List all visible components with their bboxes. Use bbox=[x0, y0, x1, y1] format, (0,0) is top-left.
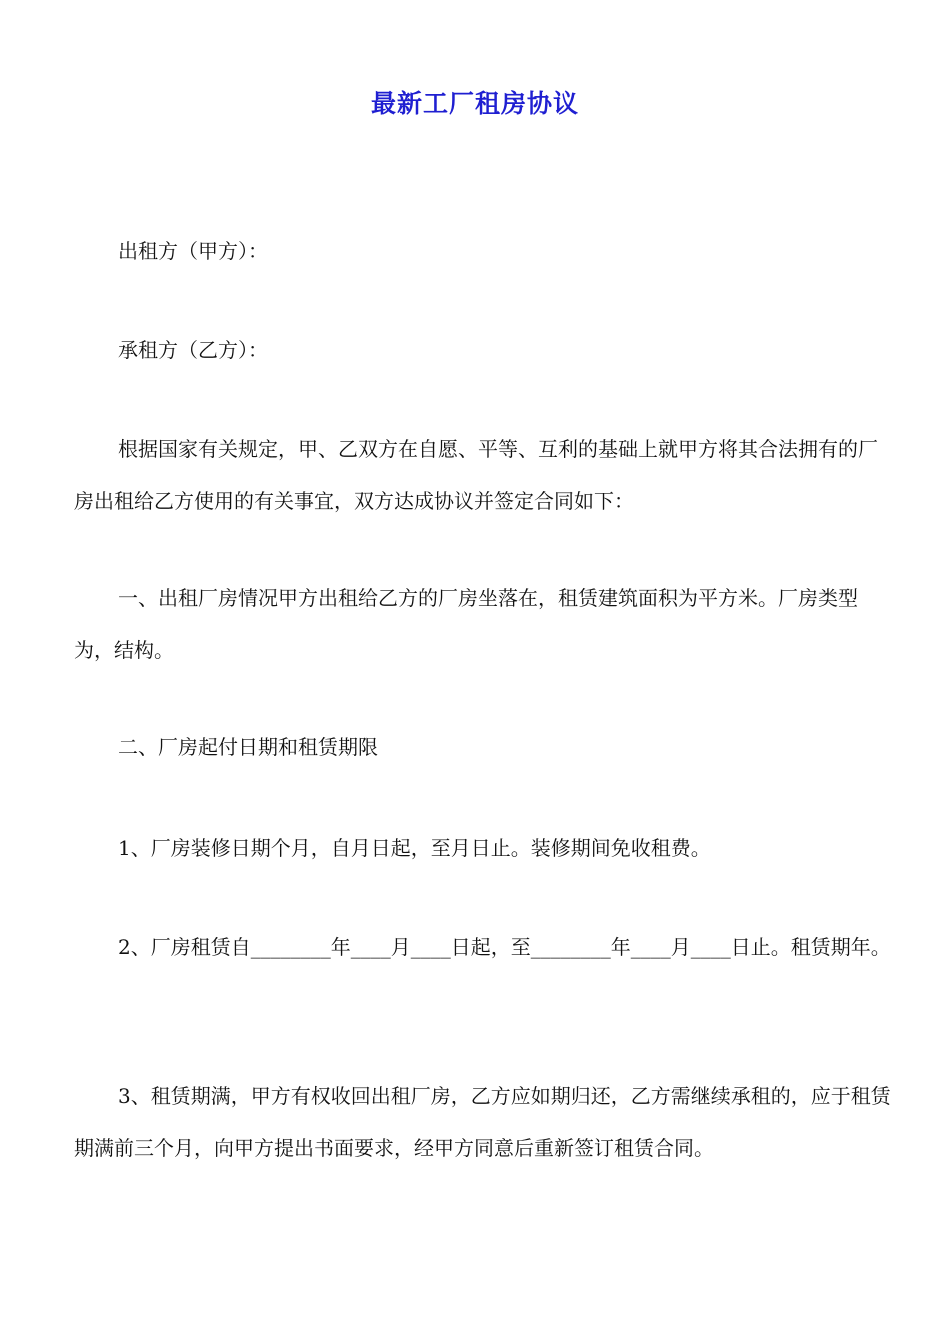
section-2-heading: 二、厂房起付日期和租赁期限 bbox=[118, 735, 378, 759]
clause-1-paragraph: 1、厂房装修日期个月，自月日起，至月日止。装修期间免收租费。 bbox=[118, 836, 711, 860]
section-1-paragraph: 一、出租厂房情况甲方出租给乙方的厂房坐落在，租赁建筑面积为平方米。厂房类型为，结构。 bbox=[74, 586, 858, 662]
clause-3-paragraph: 3、租赁期满，甲方有权收回出租厂房，乙方应如期归还，乙方需继续承租的，应于租赁期满前三个月，向甲方提出书面要求，经甲方同意后重新签订租赁合同。 bbox=[74, 1084, 891, 1160]
document-title: 最新工厂租房协议 bbox=[370, 89, 579, 118]
preamble-paragraph: 根据国家有关规定，甲、乙双方在自愿、平等、互利的基础上就甲方将其合法拥有的厂房出租给乙方使用的有关事宜，双方达成协议并签定合同如下： bbox=[74, 437, 878, 513]
lessee-line: 承租方（乙方）： bbox=[118, 338, 268, 362]
clause-2-paragraph: 2、厂房租赁自________年____月____日起，至________年____月____日止。租赁期年。 bbox=[118, 935, 891, 959]
lessor-line: 出租方（甲方）： bbox=[118, 239, 268, 263]
